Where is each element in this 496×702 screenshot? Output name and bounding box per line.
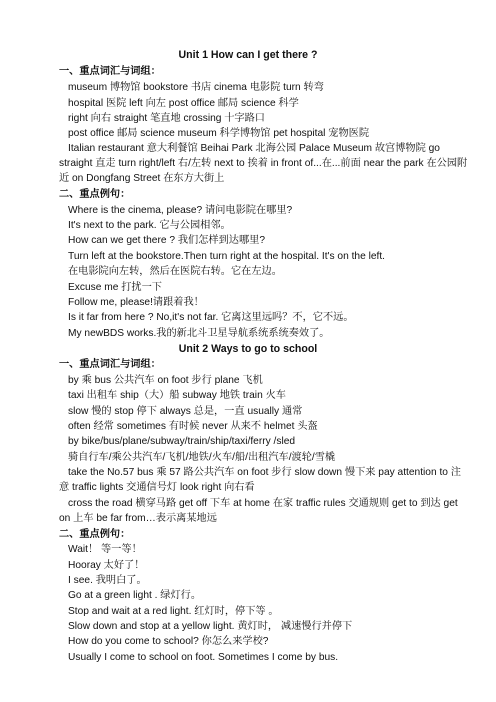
unit2-sentence-line: Stop and wait at a red light. 红灯时，停下等 。 [68, 606, 279, 617]
unit2-sentence-line: I see. 我明白了。 [68, 575, 147, 586]
unit1-sentence-line: 在电影院向左转，然后在医院右转。它在左边。 [68, 266, 282, 277]
unit2-vocab-heading: 一、重点词汇与词组： [59, 359, 161, 370]
unit1-sentence-line: How can we get there ? 我们怎样到达哪里? [68, 235, 266, 246]
unit1-sentence-line: It's next to the park. 它与公园相邻。 [68, 220, 231, 231]
unit2-sentence-line: Wait！ 等一等！ [68, 544, 142, 555]
unit2-vocab-line: 骑自行车/乘公共汽车/飞机/地铁/火车/船/出租汽车/渡轮/雪橇 [68, 452, 336, 463]
unit1-vocab-line: hospital 医院 left 向左 post office 邮局 science 科学 [68, 98, 299, 109]
unit2-sentence-line: Hooray 太好了！ [68, 560, 145, 571]
unit1-title: Unit 1 How can I get there ? [178, 49, 318, 61]
unit2-sentence-line: Go at a green light . 绿灯行。 [68, 590, 202, 601]
unit1-vocab-line: post office 邮局 science museum 科学博物馆 pet hospital 宠物医院 [68, 128, 370, 139]
unit1-sentence-line: Follow me, please!请跟着我！ [68, 297, 204, 308]
unit2-vocab-line: by bike/bus/plane/subway/train/ship/taxi/ferry /sled [68, 436, 296, 447]
unit1-sentence-line: Excuse me 打扰一下 [68, 282, 162, 293]
unit2-vocab-line: slow 慢的 stop 停下 always 总是，一直 usually 通常 [68, 406, 303, 417]
unit1-sentence-line: Where is the cinema, please? 请问电影院在哪里? [68, 205, 293, 216]
unit2-sentence-line: Slow down and stop at a yellow light. 黄灯时， 减速慢行并停下 [68, 621, 353, 632]
unit2-sentence-line: How do you come to school? 你怎么来学校? [68, 636, 269, 647]
unit1-sentence-line: Is it far from here ? No,it's not far. 它离这里远吗？不，它不远。 [68, 312, 354, 323]
unit1-vocab-line: museum 博物馆 bookstore 书店 cinema 电影院 turn 转弯 [68, 82, 324, 93]
unit2-vocab-line: by 乘 bus 公共汽车 on foot 步行 plane 飞机 [68, 375, 263, 386]
unit1-sentence-line: My newBDS works.我的新北斗卫星导航系统系统奏效了。 [68, 328, 330, 339]
unit1-vocab-paragraph: Italian restaurant 意大利餐馆 Beihai Park 北海公园 Palace Museum 故宫博物院 go straight 直走 turn right/left 右/左转 next to 挨着 in front of...在...前面 near the park 在公园附近 on Dongfang Street 在东方大街上 [59, 143, 468, 184]
unit2-title: Unit 2 Ways to go to school [178, 343, 318, 355]
unit2-sentence-heading: 二、重点例句： [59, 529, 131, 540]
unit1-sentence-heading: 二、重点例句： [59, 189, 131, 200]
unit2-vocab-paragraph: cross the road 横穿马路 get off 下车 at home 在家 traffic rules 交通规则 get to 到达 get on 上车 be far from…表示离某地远 [59, 498, 458, 524]
unit1-vocab-line: right 向右 straight 笔直地 crossing 十字路口 [68, 113, 265, 124]
unit2-vocab-line: taxi 出租车 ship（大）船 subway 地铁 train 火车 [68, 390, 286, 401]
unit2-vocab-line: often 经常 sometimes 有时候 never 从来不 helmet 头盔 [68, 421, 318, 432]
unit1-sentence-line: Turn left at the bookstore.Then turn right at the hospital. It's on the left. [68, 251, 385, 262]
unit1-vocab-heading: 一、重点词汇与词组： [59, 66, 161, 77]
unit2-sentence-line: Usually I come to school on foot. Sometimes I come by bus. [68, 652, 339, 663]
unit2-vocab-paragraph: take the No.57 bus 乘 57 路公共汽车 on foot 步行 slow down 慢下来 pay attention to 注意 traffic lights 交通信号灯 look right 向右看 [59, 467, 461, 493]
